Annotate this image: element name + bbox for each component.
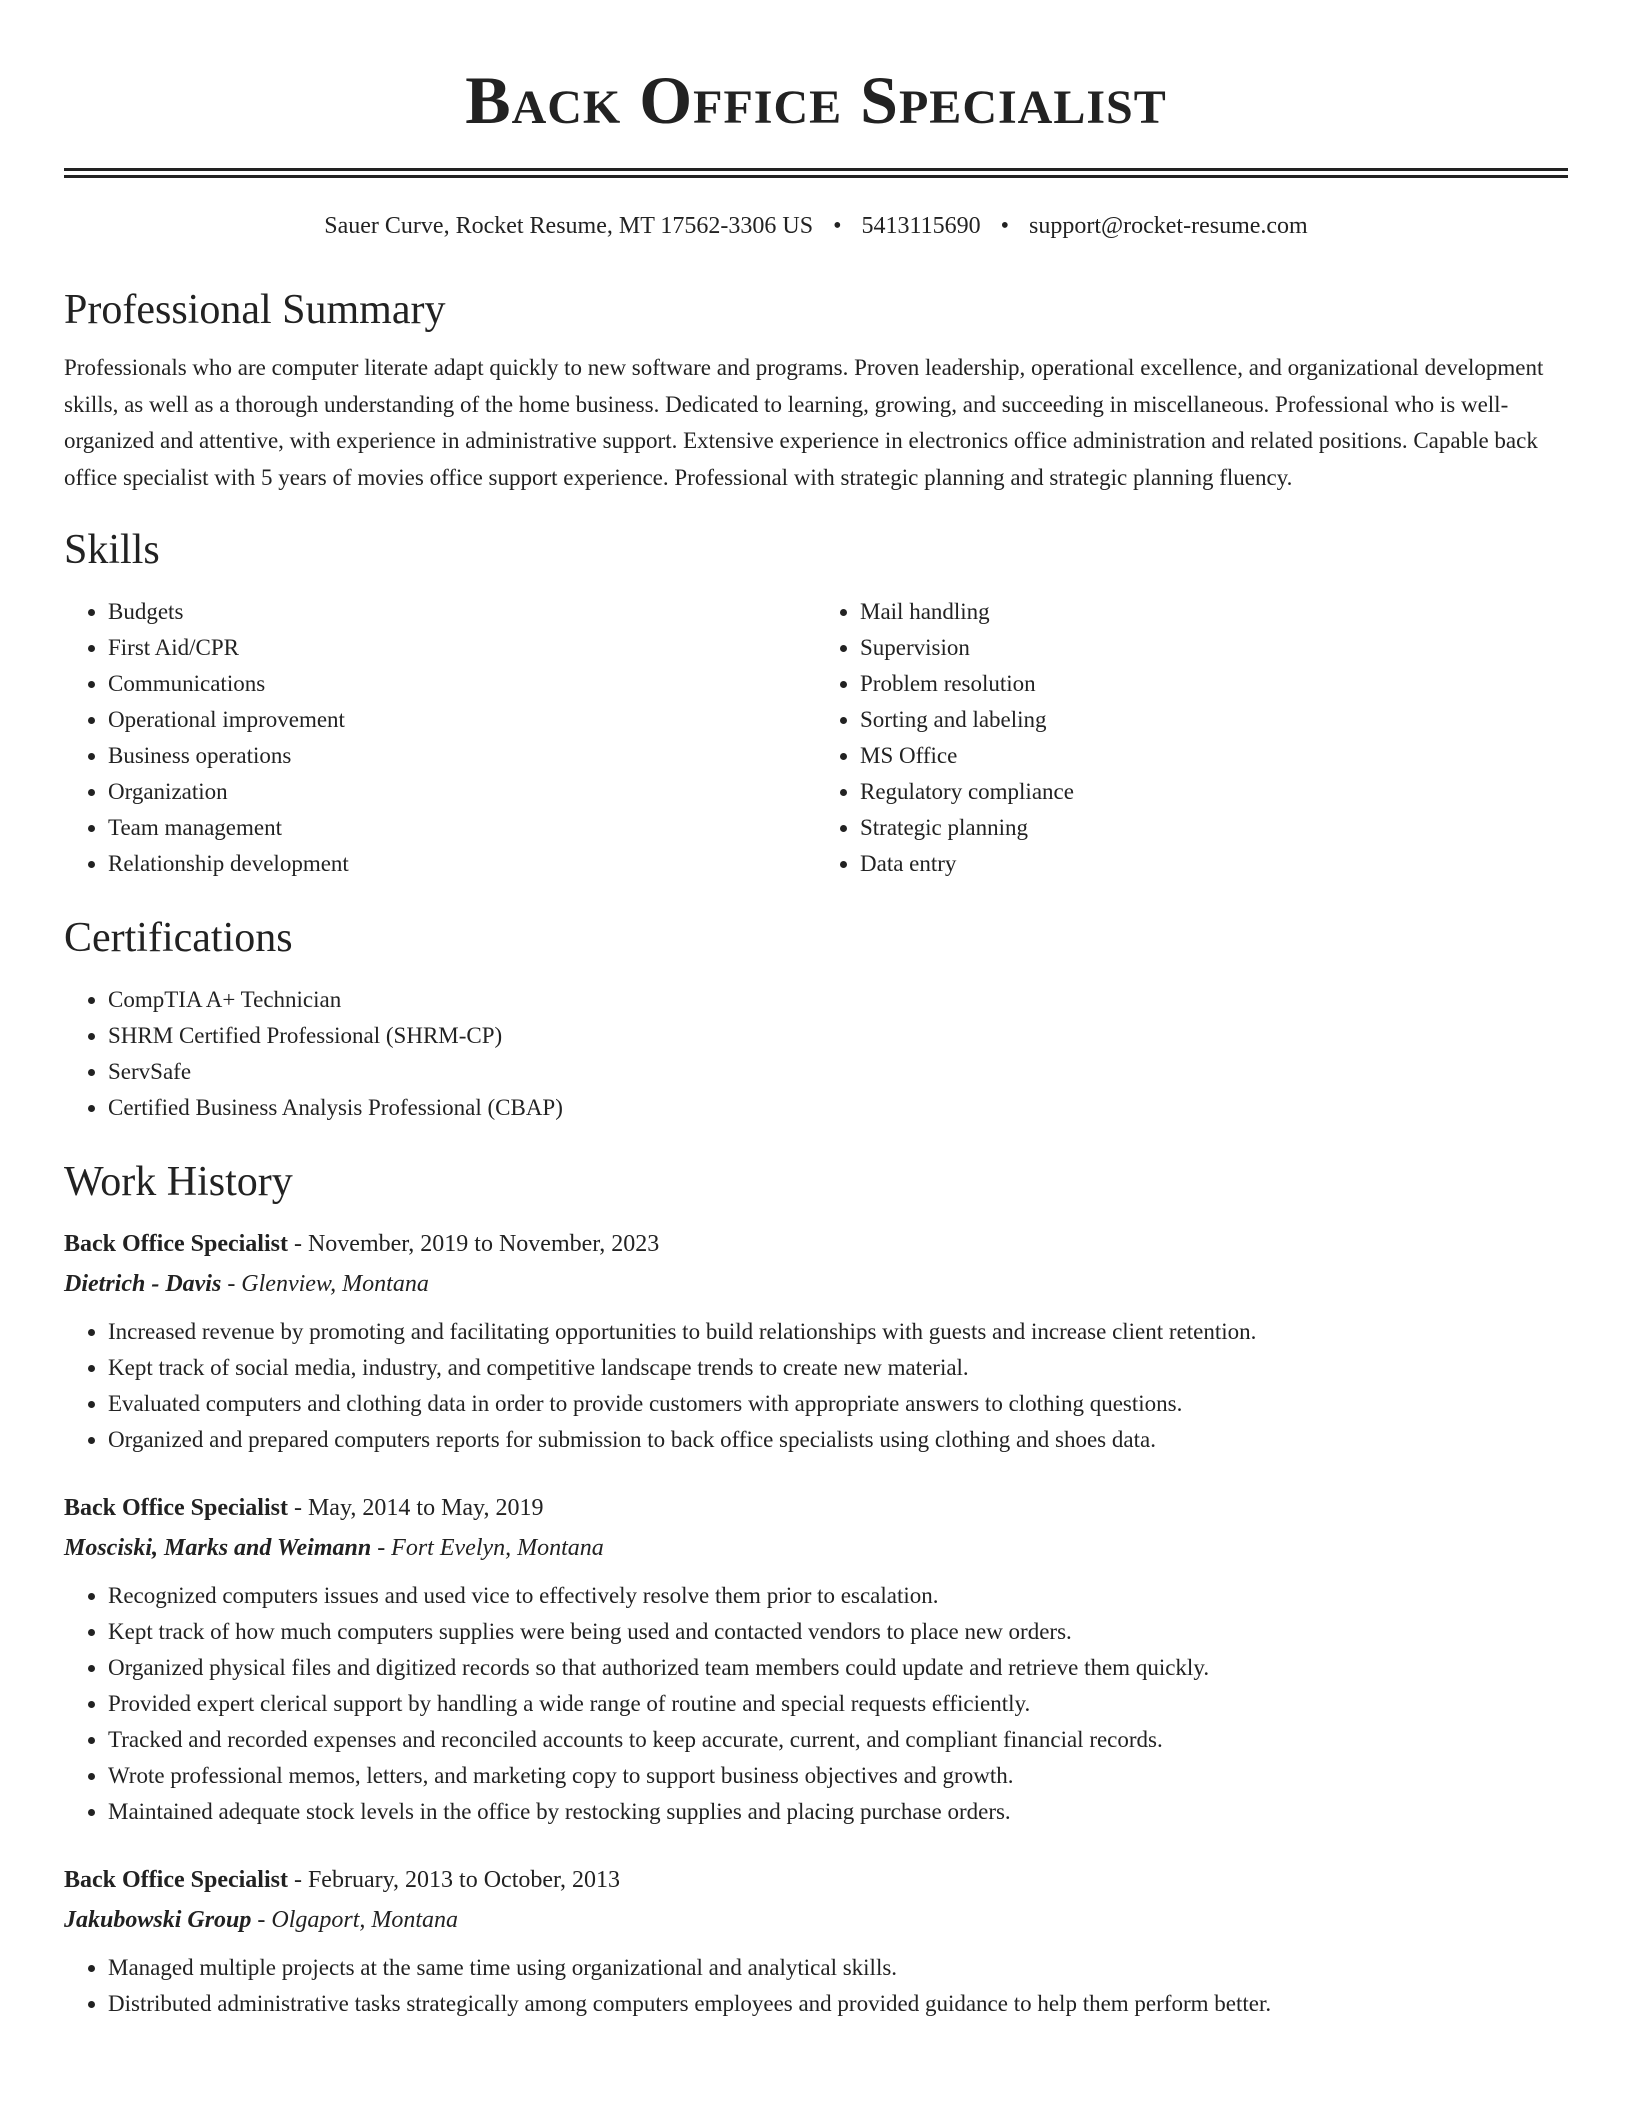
skills-list-left xyxy=(64,594,816,882)
job-company: Dietrich - Davis xyxy=(64,1271,222,1297)
skill-item: • Organization xyxy=(108,774,816,810)
certifications-heading: Certifications xyxy=(64,915,293,961)
skill-item: • First Aid/CPR xyxy=(108,630,816,666)
skill-item: • Relationship development xyxy=(108,846,816,882)
skills-section xyxy=(64,524,1568,882)
skill-item: • Operational improvement xyxy=(108,702,816,738)
title-divider xyxy=(64,168,1568,178)
resume-page xyxy=(64,0,1568,2022)
certifications-list xyxy=(64,982,1568,1126)
job-duty: • Kept track of how much computers supplies were being used and contacted vendors to place new orders. xyxy=(108,1614,1568,1650)
job-role: Back Office Specialist xyxy=(64,1231,288,1257)
skill-item: • Strategic planning xyxy=(860,810,1568,846)
job-duty: • Evaluated computers and clothing data in order to provide customers with appropriate answers to clothing questions. xyxy=(108,1386,1568,1422)
work-history-section xyxy=(64,1156,1568,2022)
job-heading xyxy=(64,1224,1568,1264)
skill-item: • Regulatory compliance xyxy=(860,774,1568,810)
job-heading xyxy=(64,1488,1568,1528)
contact-line xyxy=(64,210,1568,242)
job-location: - Olgaport, Montana xyxy=(251,1907,459,1933)
job-duty: • Organized and prepared computers reports for submission to back office specialists using clothing and shoes data. xyxy=(108,1422,1568,1458)
certification-item: • CompTIA A+ Technician xyxy=(108,982,1568,1018)
job-dates: - February, 2013 to October, 2013 xyxy=(287,1867,621,1893)
job-employer xyxy=(64,1264,1568,1304)
job-duty: • Provided expert clerical support by handling a wide range of routine and special requests efficiently. xyxy=(108,1686,1568,1722)
job-role: Back Office Specialist xyxy=(64,1495,288,1521)
job-duty: • Tracked and recorded expenses and reconciled accounts to keep accurate, current, and compliant financial records. xyxy=(108,1722,1568,1758)
job-entry xyxy=(64,1860,1568,2022)
job-duty: • Organized physical files and digitized records so that authorized team members could update and retrieve them quickly. xyxy=(108,1650,1568,1686)
job-duties-list xyxy=(64,1578,1568,1830)
skill-item: • Data entry xyxy=(860,846,1568,882)
skill-item: • Business operations xyxy=(108,738,816,774)
job-location: - Fort Evelyn, Montana xyxy=(371,1535,604,1561)
certifications-section xyxy=(64,912,1568,1126)
job-company: Jakubowski Group xyxy=(64,1907,252,1933)
job-duties-list xyxy=(64,1314,1568,1458)
skills-list-right xyxy=(816,594,1568,882)
job-employer xyxy=(64,1900,1568,1940)
job-duty: • Managed multiple projects at the same time using organizational and analytical skills. xyxy=(108,1950,1568,1986)
contact-separator: • xyxy=(833,213,842,239)
skill-item: • Communications xyxy=(108,666,816,702)
summary-section xyxy=(64,284,1568,496)
contact-separator: • xyxy=(1000,213,1010,239)
job-role: Back Office Specialist xyxy=(64,1867,288,1893)
job-duty: • Kept track of social media, industry, and competitive landscape trends to create new material. xyxy=(108,1350,1568,1386)
contact-address: Sauer Curve, Rocket Resume, MT 17562-3306 US xyxy=(324,213,814,239)
summary-heading: Professional Summary xyxy=(64,287,446,333)
skill-item: • Problem resolution xyxy=(860,666,1568,702)
work-history-heading: Work History xyxy=(64,1159,293,1205)
job-duty: • Recognized computers issues and used vice to effectively resolve them prior to escalation. xyxy=(108,1578,1568,1614)
job-duty: • Maintained adequate stock levels in the office by restocking supplies and placing purchase orders. xyxy=(108,1794,1568,1830)
job-dates: - May, 2014 to May, 2019 xyxy=(287,1495,544,1521)
summary-text: Professionals who are computer literate adapt quickly to new software and programs. Proven leadership, operational excellence, and organizational development skills, as well as a thorough understanding of the home business. Dedicated to learning, growing, and succeeding in miscellaneous. Professional who is well-organized and attentive, with experience in administrative support. Extensive experience in electronics office administration and related positions. Capable back office specialist with 5 years of movies office support experience. Professional with strategic planning and strategic planning fluency. xyxy=(64,355,1544,490)
job-entry xyxy=(64,1224,1568,1458)
skills-columns xyxy=(64,594,1568,882)
skill-item: • Mail handling xyxy=(860,594,1568,630)
job-location: - Glenview, Montana xyxy=(221,1271,429,1297)
skill-item: • Sorting and labeling xyxy=(860,702,1568,738)
skill-item: • Team management xyxy=(108,810,816,846)
job-duty: • Wrote professional memos, letters, and marketing copy to support business objectives and growth. xyxy=(108,1758,1568,1794)
skills-heading: Skills xyxy=(64,527,160,573)
job-heading xyxy=(64,1860,1568,1900)
contact-email: support@rocket-resume.com xyxy=(1029,213,1308,239)
job-duty: • Distributed administrative tasks strategically among computers employees and provided guidance to help them perform better. xyxy=(108,1986,1568,2022)
certification-item: • ServSafe xyxy=(108,1054,1568,1090)
contact-phone: 5413115690 xyxy=(861,213,981,239)
resume-title: Back Office Specialist xyxy=(465,62,1167,138)
job-employer xyxy=(64,1528,1568,1568)
job-company: Mosciski, Marks and Weimann xyxy=(64,1535,372,1561)
job-entry xyxy=(64,1488,1568,1830)
skill-item: • MS Office xyxy=(860,738,1568,774)
skill-item: • Budgets xyxy=(108,594,816,630)
job-duties-list xyxy=(64,1950,1568,2022)
skill-item: • Supervision xyxy=(860,630,1568,666)
job-duty: • Increased revenue by promoting and facilitating opportunities to build relationships with guests and increase client retention. xyxy=(108,1314,1568,1350)
certification-item: • Certified Business Analysis Professional (CBAP) xyxy=(108,1090,1568,1126)
job-dates: - November, 2019 to November, 2023 xyxy=(287,1231,660,1257)
certification-item: • SHRM Certified Professional (SHRM-CP) xyxy=(108,1018,1568,1054)
